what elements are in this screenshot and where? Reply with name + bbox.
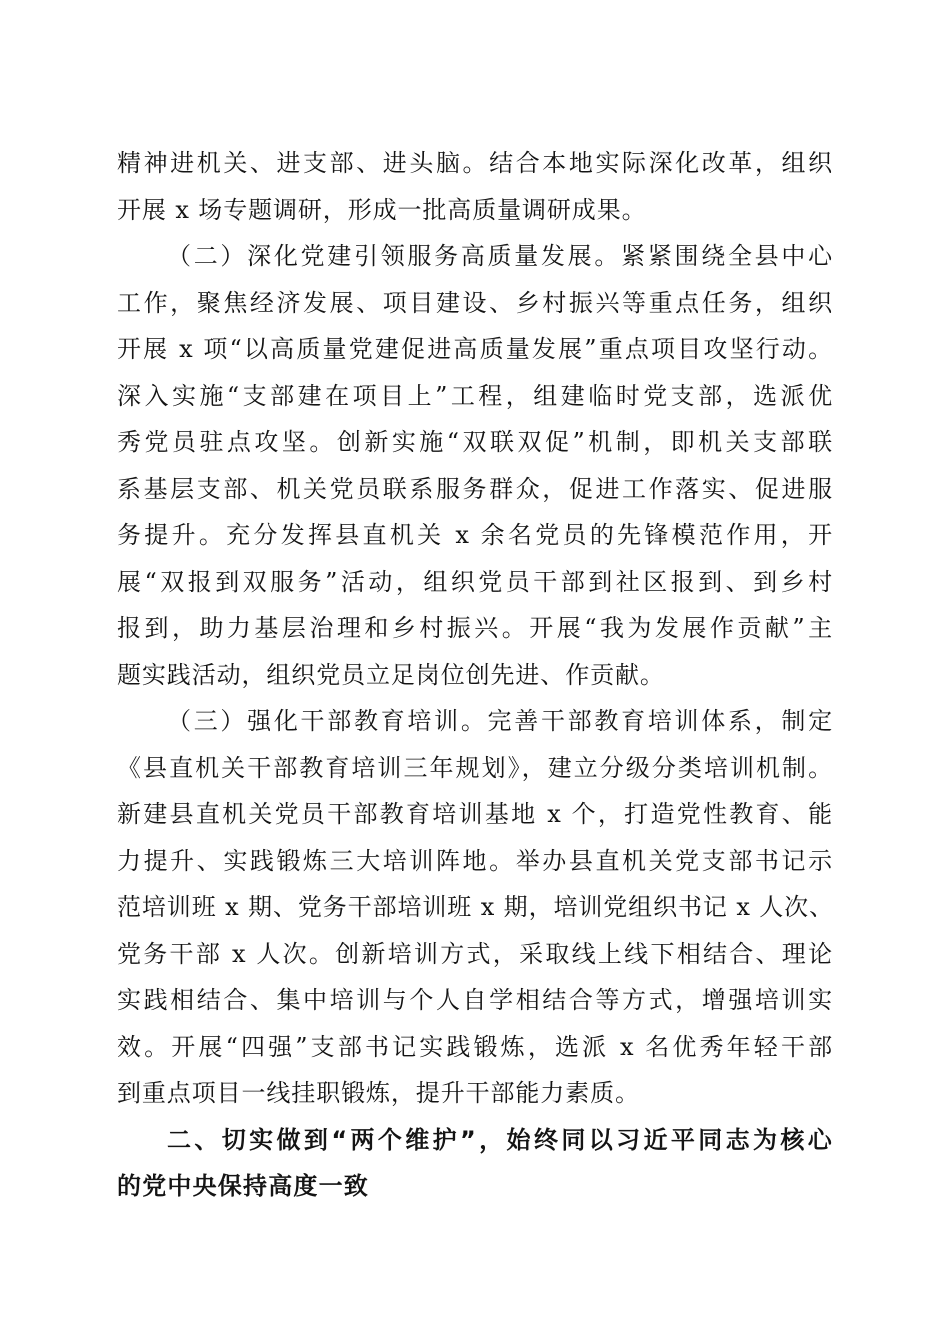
text-line: 工作，聚焦经济发展、项目建设、乡村振兴等重点任务，组织 <box>117 288 833 317</box>
text-line: 新建县直机关党员干部教育培训基地 x 个，打造党性教育、能 <box>117 800 833 828</box>
text-line: 效。开展“四强”支部书记实践锻炼，选派 x 名优秀年轻干部 <box>117 1032 833 1061</box>
text-line: 范培训班 x 期、党务干部培训班 x 期，培训党组织书记 x 人次、 <box>117 893 834 921</box>
text-line: 实践相结合、集中培训与个人自学相结合等方式，增强培训实 <box>117 986 833 1014</box>
text-line: 力提升、实践锻炼三大培训阵地。举办县直机关党支部书记示 <box>117 846 833 875</box>
text-line: 报到，助力基层治理和乡村振兴。开展“我为发展作贡献”主 <box>117 614 833 642</box>
section-two-lead-line: （二）深化党建引领服务高质量发展。紧紧围绕全县中心 <box>167 242 833 270</box>
text-line: 深入实施“支部建在项目上”工程，组建临时党支部，选派优 <box>117 381 833 410</box>
text-line: 《县直机关干部教育培训三年规划》，建立分级分类培训机制。 <box>117 753 833 782</box>
section-heading-line: 的党中央保持高度一致 <box>117 1172 369 1200</box>
text-line: 开展 x 项“以高质量党建促进高质量发展”重点项目攻坚行动。 <box>117 335 833 363</box>
document-body <box>117 140 833 1210</box>
text-line: 开展 x 场专题调研，形成一批高质量调研成果。 <box>117 195 647 224</box>
text-line: 展“双报到双服务”活动，组织党员干部到社区报到、到乡村 <box>117 567 833 596</box>
text-line: 到重点项目一线挂职锻炼，提升干部能力素质。 <box>117 1079 640 1107</box>
text-line: 题实践活动，组织党员立足岗位创先进、作贡献。 <box>117 660 665 689</box>
text-line: 精神进机关、进支部、进头脑。结合本地实际深化改革，组织 <box>117 149 833 177</box>
section-three-lead-line: （三）强化干部教育培训。完善干部教育培训体系，制定 <box>167 707 833 735</box>
text-line: 秀党员驻点攻坚。创新实施“双联双促”机制，即机关支部联 <box>117 428 833 456</box>
text-line: 务提升。充分发挥县直机关 x 余名党员的先锋模范作用，开 <box>117 521 833 549</box>
section-heading-line: 二、切实做到“两个维护”，始终同以习近平同志为核心 <box>167 1125 833 1154</box>
text-line: 党务干部 x 人次。创新培训方式，采取线上线下相结合、理论 <box>117 939 833 968</box>
text-line: 系基层支部、机关党员联系服务群众，促进工作落实、促进服 <box>117 474 833 503</box>
